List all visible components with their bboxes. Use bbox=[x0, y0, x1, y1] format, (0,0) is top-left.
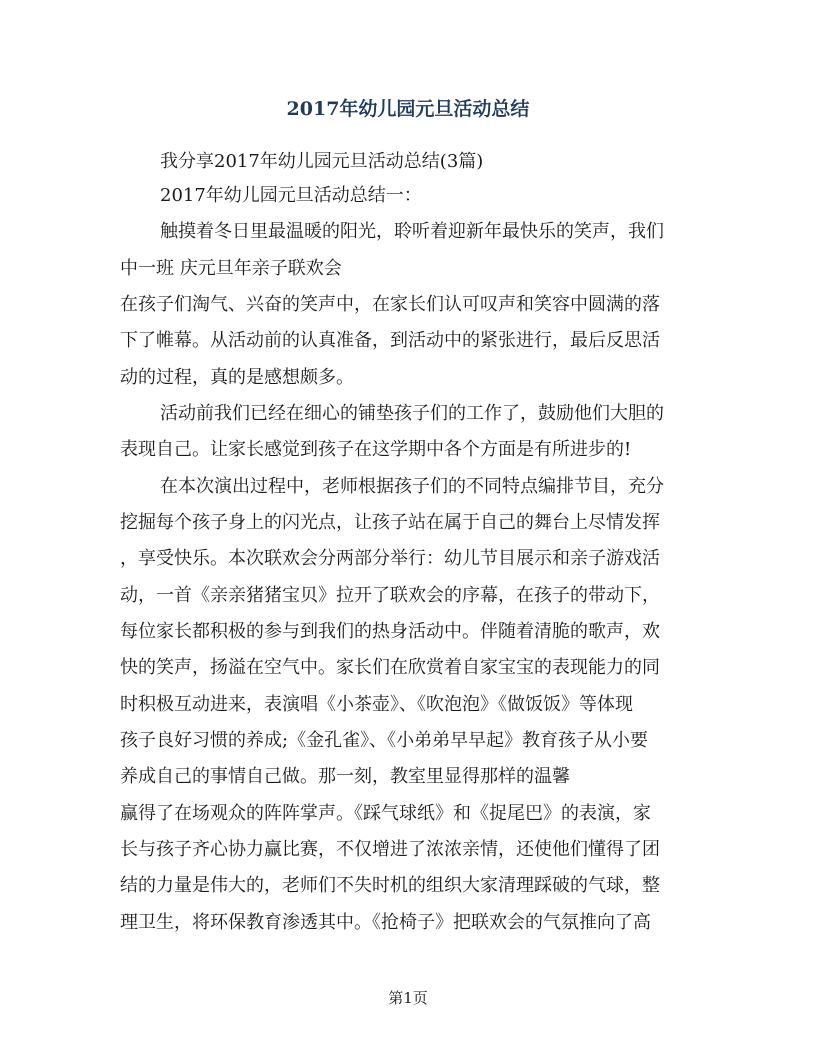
page-number-footer: 第1页 bbox=[388, 989, 428, 1007]
paragraph-line: 活动前我们已经在细心的铺垫孩子们的工作了，鼓励他们大胆的 bbox=[160, 403, 664, 424]
paragraph-line: 赢得了在场观众的阵阵掌声。《踩气球纸》和《捉尾巴》的表演，家 bbox=[120, 803, 651, 824]
paragraph-line: 理卫生，将环保教育渗透其中。《抢椅子》把联欢会的气氛推向了高 bbox=[120, 912, 651, 933]
paragraph-line: 中一班 庆元旦年亲子联欢会 bbox=[120, 258, 342, 279]
paragraph-line: 在本次演出过程中，老师根据孩子们的不同特点编排节目，充分 bbox=[160, 476, 664, 497]
paragraph-line: 时积极互动进来，表演唱《小茶壶》、《吹泡泡》《做饭饭》等体现 bbox=[120, 694, 633, 715]
paragraph-line: 我分享2017年幼儿园元旦活动总结(3篇) bbox=[160, 151, 484, 172]
paragraph-line: 孩子良好习惯的养成;《金孔雀》、《小弟弟早早起》教育孩子从小要 bbox=[120, 730, 649, 751]
paragraph-line: 养成自己的事情自己做。那一刻，教室里显得那样的温馨 bbox=[120, 766, 570, 787]
paragraph-line: 触摸着冬日里最温暖的阳光，聆听着迎新年最快乐的笑声，我们 bbox=[160, 221, 664, 242]
paragraph-line: 快的笑声，扬溢在空气中。家长们在欣赏着自家宝宝的表现能力的同 bbox=[120, 657, 660, 678]
paragraph-line: 2017年幼儿园元旦活动总结一： bbox=[160, 185, 422, 206]
paragraph-line: 动的过程，真的是感想颇多。 bbox=[120, 367, 354, 388]
paragraph-line: 在孩子们淘气、兴奋的笑声中，在家长们认可叹声和笑容中圆满的落 bbox=[120, 294, 660, 315]
paragraph-line: 动，一首《亲亲猪猪宝贝》拉开了联欢会的序幕，在孩子的带动下， bbox=[120, 585, 660, 606]
paragraph-line: 挖掘每个孩子身上的闪光点，让孩子站在属于自己的舞台上尽情发挥 bbox=[120, 512, 660, 533]
paragraph-line: ，享受快乐。本次联欢会分两部分举行：幼儿节目展示和亲子游戏活 bbox=[120, 548, 660, 569]
paragraph-line: 长与孩子齐心协力赢比赛，不仅增进了浓浓亲情，还使他们懂得了团 bbox=[120, 839, 660, 860]
paragraph-line: 结的力量是伟大的，老师们不失时机的组织大家清理踩破的气球，整 bbox=[120, 875, 660, 896]
paragraph-line: 下了帷幕。从活动前的认真准备，到活动中的紧张进行，最后反思活 bbox=[120, 330, 660, 351]
document-title: 2017年幼儿园元旦活动总结 bbox=[286, 98, 530, 120]
paragraph-line: 表现自己。让家长感觉到孩子在这学期中各个方面是有所进步的! bbox=[120, 439, 632, 460]
paragraph-line: 每位家长都积极的参与到我们的热身活动中。伴随着清脆的歌声，欢 bbox=[120, 621, 660, 642]
